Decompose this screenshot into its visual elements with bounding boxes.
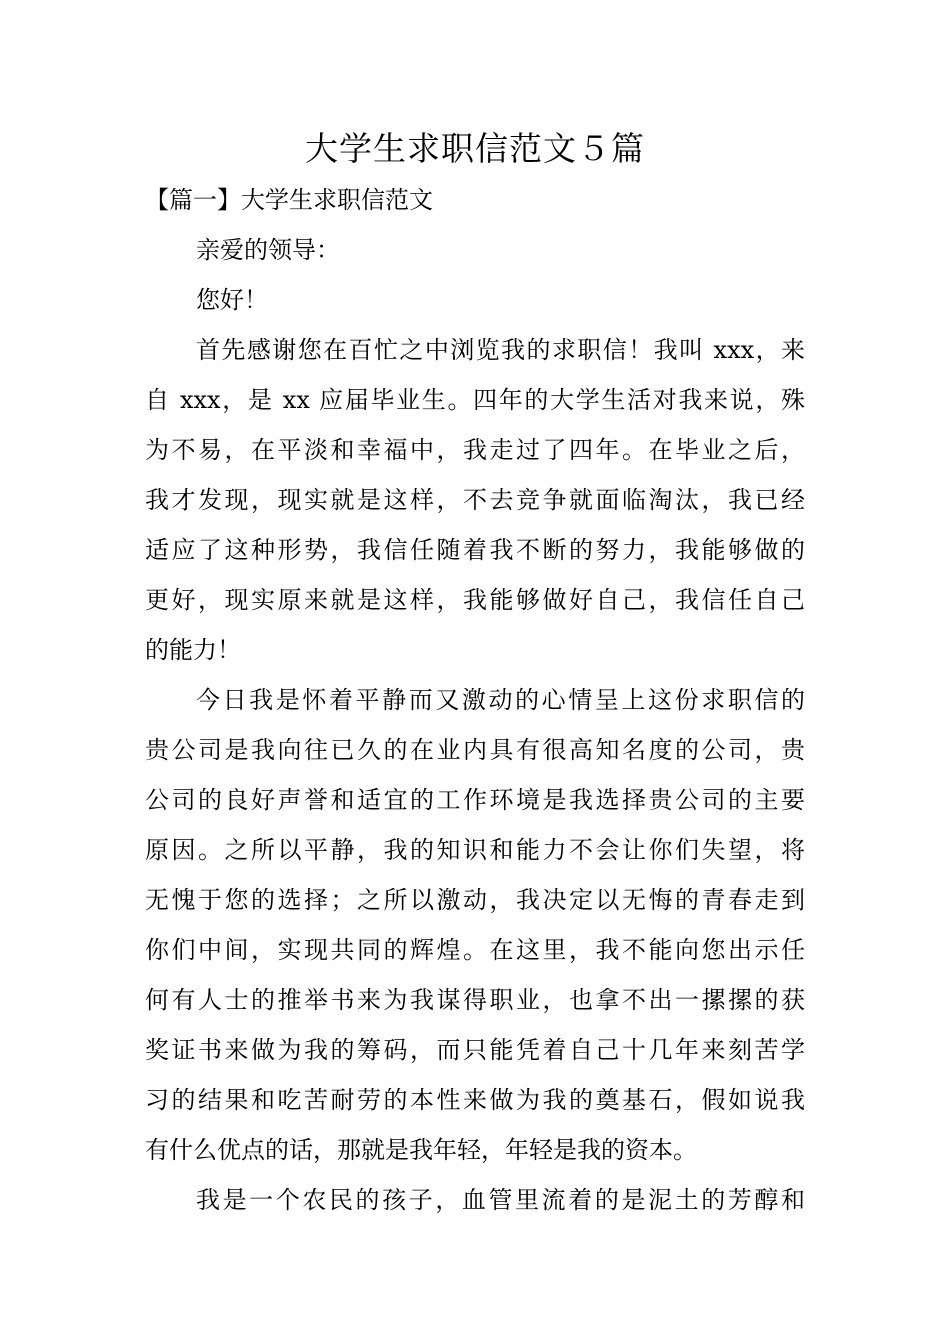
paragraph-1-line: 的能力！ <box>145 636 241 664</box>
paragraph-2-line: 无愧于您的选择；之所以激动，我决定以无悔的青春走到 <box>145 886 805 914</box>
paragraph-2-line: 你们中间，实现共同的辉煌。在这里，我不能向您出示任 <box>145 936 805 964</box>
paragraph-2-line: 贵公司是我向往已久的在业内具有很高知名度的公司，贵 <box>145 736 805 764</box>
paragraph-2-line: 今日我是怀着平静而又激动的心情呈上这份求职信的 <box>196 686 805 714</box>
paragraph-1-line: 首先感谢您在百忙之中浏览我的求职信！我叫 xxx，来 <box>196 336 805 364</box>
paragraph-2-line: 公司的良好声誉和适宜的工作环境是我选择贵公司的主要 <box>145 786 805 814</box>
paragraph-1-line: 为不易，在平淡和幸福中，我走过了四年。在毕业之后， <box>145 436 805 464</box>
section-heading: 【篇一】大学生求职信范文 <box>145 186 433 214</box>
paragraph-1-line: 我才发现，现实就是这样，不去竞争就面临淘汰，我已经 <box>145 486 805 514</box>
paragraph-1-line: 适应了这种形势，我信任随着我不断的努力，我能够做的 <box>145 536 805 564</box>
paragraph-3-line: 我是一个农民的孩子，血管里流着的是泥土的芳醇和 <box>196 1186 805 1214</box>
paragraph-1-line: 更好，现实原来就是这样，我能够做好自己，我信任自己 <box>145 586 805 614</box>
document-title: 大学生求职信范文５篇 <box>305 129 645 168</box>
paragraph-2-line: 何有人士的推举书来为我谋得职业，也拿不出一摞摞的获 <box>145 986 805 1014</box>
paragraph-2-line: 奖证书来做为我的筹码，而只能凭着自己十几年来刻苦学 <box>145 1036 805 1064</box>
paragraph-2-line: 原因。之所以平静，我的知识和能力不会让你们失望，将 <box>145 836 805 864</box>
salutation: 亲爱的领导： <box>196 236 340 264</box>
paragraph-1-line: 自 xxx，是 xx 应届毕业生。四年的大学生活对我来说，殊 <box>145 386 805 414</box>
paragraph-2-line: 有什么优点的话，那就是我年轻，年轻是我的资本。 <box>145 1136 697 1164</box>
paragraph-2-line: 习的结果和吃苦耐劳的本性来做为我的奠基石，假如说我 <box>145 1086 805 1114</box>
greeting: 您好！ <box>196 286 268 314</box>
